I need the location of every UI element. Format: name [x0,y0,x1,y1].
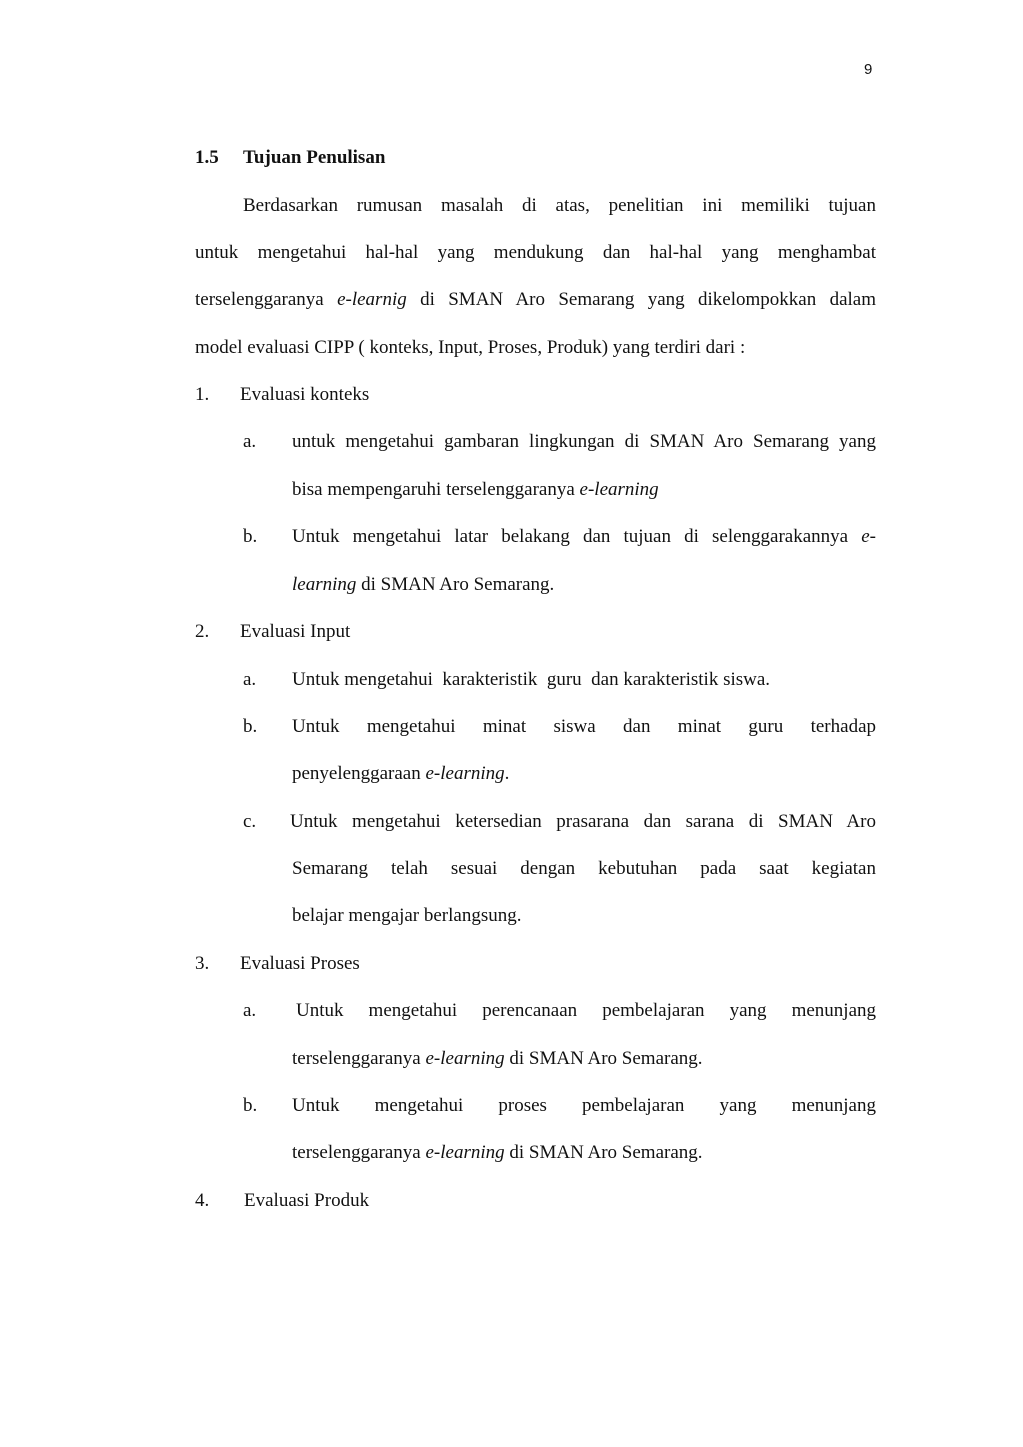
intro-paragraph-line-4 [195,337,745,359]
emphasis-term: e-learning [425,1142,505,1163]
list-title: Evaluasi Input [240,621,351,642]
page-number: 9 [864,61,873,78]
sub-list-text [292,526,876,548]
intro-text-part: di SMAN Aro Semarang yang dikelompokkan dalam [406,289,876,310]
emphasis-term: learning [292,574,357,595]
intro-paragraph-line-1 [243,195,876,217]
sub-list-text: penyelenggaraan [292,763,426,784]
sub-list-text: bisa mempengaruhi terselenggaranya [292,479,580,500]
sub-list-marker: b. [243,1095,258,1116]
sub-list-text: Untuk mengetahui minat siswa dan minat guru terhadap [292,716,876,737]
sub-list-text: Untuk mengetahui proses pembelajaran yang menunjang [292,1095,876,1116]
sub-list-text: terselenggaranya [292,1048,426,1069]
sub-list-text: . [504,763,510,784]
sub-list-continuation [292,763,509,785]
intro-paragraph-line-3 [195,289,876,311]
sub-list-text: terselenggaranya [292,1142,426,1163]
emphasis-term: e-learnig [337,289,407,310]
sub-list-text: di SMAN Aro Semarang. [504,1142,703,1163]
section-heading [195,147,385,169]
intro-text: untuk mengetahui hal-hal yang mendukung dan hal-hal yang menghambat [195,242,876,263]
list-marker: 4. [195,1190,210,1211]
sub-list-continuation [292,1048,703,1070]
sub-list-text: belajar mengajar berlangsung. [292,905,522,926]
sub-list-marker: a. [243,431,257,452]
sub-list-marker: a. [243,1000,257,1021]
list-marker: 1. [195,384,210,405]
section-title: Tujuan Penulisan [243,147,386,168]
list-marker: 2. [195,621,210,642]
sub-list-continuation [292,1142,703,1164]
sub-list-text: Untuk mengetahui perencanaan pembelajaran yang menunjang [296,1000,876,1021]
sub-list-text: Semarang telah sesuai dengan kebutuhan pada saat kegiatan [292,858,876,879]
sub-list-text-part: Untuk mengetahui latar belakang dan tujuan di selenggarakannya [292,526,862,547]
list-title: Evaluasi konteks [240,384,370,405]
sub-list-marker: b. [243,716,258,737]
list-title: Evaluasi Proses [240,953,360,974]
sub-list-marker: c. [243,811,257,832]
emphasis-term: e-learning [425,763,505,784]
sub-list-text: di SMAN Aro Semarang. [356,574,555,595]
sub-list-text: Untuk mengetahui ketersedian prasarana dan sarana di SMAN Aro [290,811,876,832]
intro-text [195,289,876,311]
sub-list-text: Untuk mengetahui karakteristik guru dan karakteristik siswa. [292,669,771,690]
sub-list-continuation [292,479,659,501]
sub-list-continuation [292,574,554,596]
emphasis-term: e-learning [425,1048,505,1069]
intro-paragraph-line-2 [195,242,876,264]
sub-list-continuation [292,905,521,927]
intro-text: model evaluasi CIPP ( konteks, Input, Proses, Produk) yang terdiri dari : [195,337,746,358]
sub-list-text: untuk mengetahui gambaran lingkungan di SMAN Aro Semarang yang [292,431,876,452]
intro-text: Berdasarkan rumusan masalah di atas, penelitian ini memiliki tujuan [243,195,876,216]
emphasis-term: e-learning [579,479,659,500]
section-number: 1.5 [195,147,219,168]
emphasis-term: e- [861,526,876,547]
list-marker: 3. [195,953,210,974]
sub-list-continuation [292,858,876,880]
intro-text-part: terselenggaranya [195,289,338,310]
sub-list-marker: a. [243,669,257,690]
sub-list-text: di SMAN Aro Semarang. [504,1048,703,1069]
list-title: Evaluasi Produk [244,1190,370,1211]
sub-list-marker: b. [243,526,258,547]
